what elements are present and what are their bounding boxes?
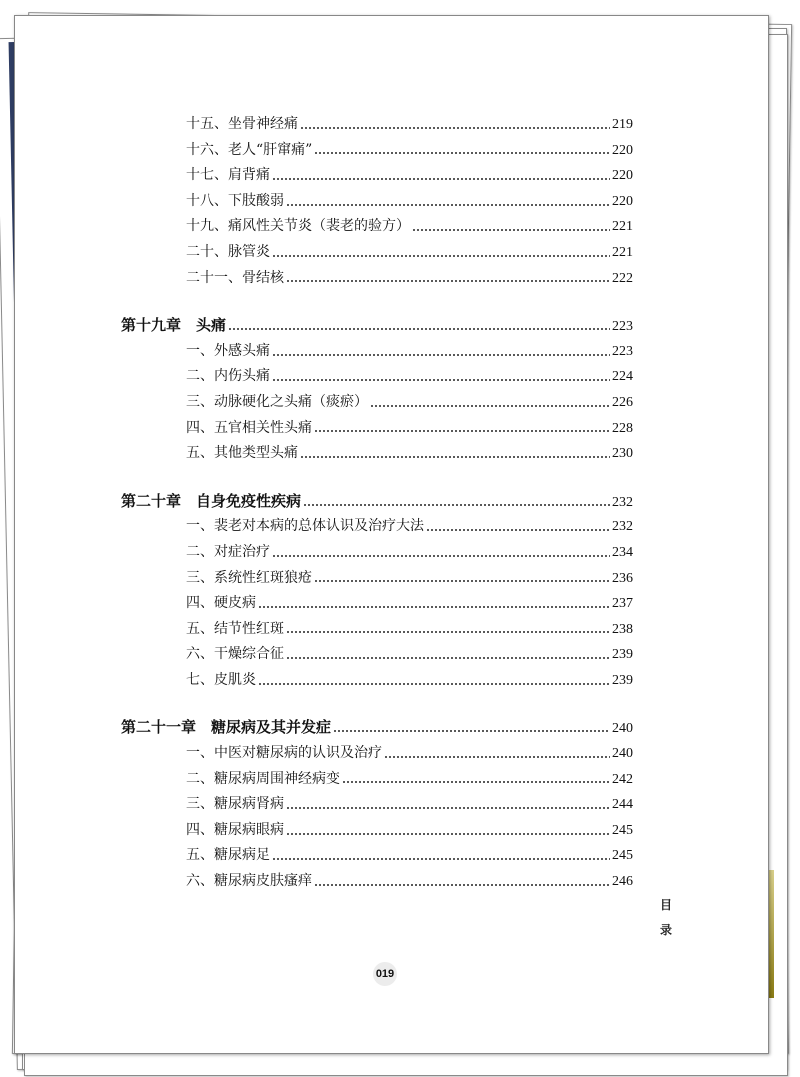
- toc-page: 222: [612, 270, 633, 286]
- toc-entry[interactable]: [121, 112, 633, 138]
- toc-label: 六、干燥综合征: [186, 646, 284, 663]
- toc-label: 二、对症治疗: [186, 543, 270, 560]
- toc-entry[interactable]: [121, 339, 633, 365]
- toc-page: 220: [612, 142, 633, 158]
- page-number: 019: [373, 962, 397, 986]
- dot-leader: [314, 152, 610, 154]
- toc-page: 245: [612, 822, 633, 838]
- toc-label: 四、硬皮病: [186, 595, 256, 612]
- toc-page: 221: [612, 244, 633, 260]
- toc-entry[interactable]: [121, 163, 633, 189]
- dot-leader: [370, 405, 610, 407]
- toc-label: 十七、肩背痛: [186, 167, 270, 184]
- toc-label: 第二十章 自身免疫性疾病: [121, 491, 302, 510]
- dot-leader: [286, 280, 610, 282]
- toc-page: 230: [612, 446, 633, 462]
- toc-label: 三、糖尿病肾病: [186, 796, 284, 813]
- toc-entry[interactable]: [121, 441, 633, 467]
- toc-entry[interactable]: [121, 869, 633, 895]
- toc-page: 220: [612, 193, 633, 209]
- dot-leader: [272, 178, 610, 180]
- side-label: [660, 893, 674, 943]
- toc-entry[interactable]: [121, 266, 633, 292]
- toc-page: 240: [612, 746, 633, 762]
- toc-section: [121, 313, 633, 467]
- dot-leader: [426, 529, 610, 531]
- toc-label: 二、糖尿病周围神经病变: [186, 770, 340, 787]
- dot-leader: [286, 833, 610, 835]
- toc-section: [121, 715, 633, 894]
- toc-entry[interactable]: [121, 189, 633, 215]
- toc-page: 228: [612, 420, 633, 436]
- toc-page: 221: [612, 219, 633, 235]
- toc-page: 219: [612, 117, 633, 132]
- toc-page: 240: [612, 721, 633, 737]
- toc-label: 六、糖尿病皮肤瘙痒: [186, 873, 312, 890]
- toc-entry[interactable]: [121, 668, 633, 694]
- dot-leader: [272, 354, 610, 356]
- toc-page: 237: [612, 596, 633, 612]
- toc-page: 244: [612, 797, 633, 813]
- toc-label: 一、中医对糖尿病的认识及治疗: [186, 745, 382, 762]
- toc-label: 十五、坐骨神经痛: [186, 116, 298, 132]
- toc-page: 238: [612, 621, 633, 637]
- toc-label: 五、结节性红斑: [186, 620, 284, 637]
- toc-entry[interactable]: [121, 642, 633, 668]
- table-of-contents: [121, 112, 633, 917]
- toc-label: 一、裴老对本病的总体认识及治疗大法: [186, 518, 424, 535]
- dot-leader: [333, 730, 610, 732]
- dot-leader: [272, 858, 610, 860]
- toc-entry[interactable]: [121, 767, 633, 793]
- toc-page: 232: [612, 519, 633, 535]
- toc-entry[interactable]: [121, 138, 633, 164]
- toc-entry[interactable]: [121, 240, 633, 266]
- toc-label: 二十一、骨结核: [186, 269, 284, 286]
- dot-leader: [412, 229, 610, 231]
- toc-entry[interactable]: [121, 741, 633, 767]
- side-label-char: 录: [660, 923, 673, 937]
- dot-leader: [286, 657, 610, 659]
- dot-leader: [300, 456, 610, 458]
- toc-page: 236: [612, 570, 633, 586]
- dot-leader: [258, 606, 610, 608]
- toc-page: 226: [612, 394, 633, 410]
- dot-leader: [303, 504, 610, 506]
- dot-leader: [286, 204, 610, 206]
- toc-label: 四、糖尿病眼病: [186, 821, 284, 838]
- toc-chapter-entry[interactable]: [121, 489, 633, 515]
- toc-page: 232: [612, 494, 633, 510]
- dot-leader: [286, 807, 610, 809]
- dot-leader: [272, 555, 610, 557]
- dot-leader: [314, 430, 610, 432]
- toc-label: 十九、痛风性关节炎（裴老的验方）: [186, 218, 410, 235]
- toc-page: 220: [612, 168, 633, 184]
- dot-leader: [228, 328, 610, 330]
- toc-label: 二十、脉管炎: [186, 243, 270, 260]
- dot-leader: [272, 379, 610, 381]
- toc-label: 四、五官相关性头痛: [186, 419, 312, 436]
- toc-section: [121, 489, 633, 694]
- toc-entry[interactable]: [121, 364, 633, 390]
- dot-leader: [384, 756, 610, 758]
- toc-page: 242: [612, 771, 633, 787]
- toc-entry[interactable]: [121, 617, 633, 643]
- toc-entry[interactable]: [121, 514, 633, 540]
- toc-page: 234: [612, 544, 633, 560]
- dot-leader: [286, 631, 610, 633]
- dot-leader: [272, 255, 610, 257]
- toc-entry[interactable]: [121, 390, 633, 416]
- toc-page: 246: [612, 874, 633, 890]
- toc-label: 二、内伤头痛: [186, 368, 270, 385]
- toc-page: 239: [612, 647, 633, 663]
- toc-page: 245: [612, 848, 633, 864]
- toc-entry[interactable]: [121, 792, 633, 818]
- toc-section: [121, 112, 633, 291]
- toc-entry[interactable]: [121, 540, 633, 566]
- toc-label: 第十九章 头痛: [121, 316, 227, 335]
- toc-label: 三、动脉硬化之头痛（痰瘀）: [186, 393, 368, 410]
- toc-label: 第二十一章 糖尿病及其并发症: [121, 718, 332, 737]
- toc-entry[interactable]: [121, 591, 633, 617]
- toc-entry[interactable]: [121, 843, 633, 869]
- toc-chapter-entry[interactable]: [121, 313, 633, 339]
- toc-label: 五、其他类型头痛: [186, 445, 298, 462]
- toc-label: 五、糖尿病足: [186, 847, 270, 864]
- toc-label: 三、系统性红斑狼疮: [186, 569, 312, 586]
- toc-entry[interactable]: [121, 416, 633, 442]
- toc-label: 十六、老人“肝窜痛”: [186, 141, 313, 158]
- dot-leader: [342, 781, 610, 783]
- toc-chapter-entry[interactable]: [121, 715, 633, 741]
- toc-entry[interactable]: [121, 566, 633, 592]
- toc-entry[interactable]: [121, 214, 633, 240]
- dot-leader: [314, 884, 610, 886]
- toc-label: 一、外感头痛: [186, 342, 270, 359]
- dot-leader: [300, 127, 610, 129]
- toc-entry[interactable]: [121, 818, 633, 844]
- toc-page: 223: [612, 343, 633, 359]
- toc-label: 七、皮肌炎: [186, 671, 256, 688]
- toc-page: 239: [612, 672, 633, 688]
- toc-label: 十八、下肢酸弱: [186, 192, 284, 209]
- dot-leader: [258, 683, 610, 685]
- dot-leader: [314, 580, 610, 582]
- toc-page: 224: [612, 369, 633, 385]
- side-label-char: 目: [660, 898, 673, 912]
- toc-page: 223: [612, 319, 633, 335]
